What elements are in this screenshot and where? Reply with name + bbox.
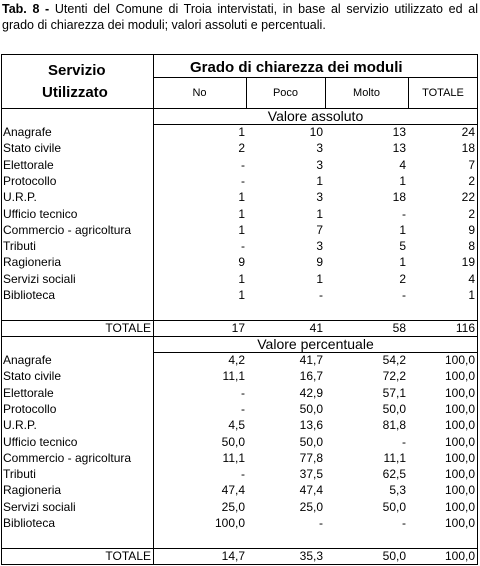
cell-value: 100,0 (444, 467, 475, 482)
row-label: Stato civile (3, 141, 62, 156)
cell-value: 18 (461, 141, 475, 156)
cell-value: 1 (399, 255, 406, 270)
cell-value: 62,5 (382, 467, 406, 482)
row-label: Anagrafe (3, 125, 52, 139)
cell-value: 1 (238, 206, 245, 221)
row-label: Ufficio tecnico (3, 206, 78, 221)
cell-value: - (402, 516, 406, 530)
row-label: Ragioneria (3, 255, 62, 270)
cell-value: 3 (316, 239, 323, 254)
row-label: Biblioteca (3, 288, 56, 302)
row-label: Ufficio tecnico (3, 434, 78, 449)
cell-value: 4 (399, 157, 406, 172)
cell-value: 7 (316, 222, 323, 237)
cell-value: 100,0 (444, 516, 475, 530)
cell-value: 9 (238, 255, 245, 270)
cell-value: - (241, 467, 245, 482)
cell-value: 100,0 (444, 434, 475, 449)
cell-value: 100,0 (444, 353, 475, 367)
cell-value: 50,0 (299, 434, 323, 449)
cell-value: 3 (316, 157, 323, 172)
total-value: 50,0 (382, 549, 406, 563)
cell-value: 47,4 (221, 483, 245, 498)
row-label: Tributi (3, 467, 36, 482)
cell-value: 25,0 (299, 499, 323, 514)
cell-value: 1 (316, 271, 323, 286)
cell-value: 100,0 (444, 450, 475, 465)
cell-value: 13 (392, 141, 406, 156)
cell-value: 18 (392, 190, 406, 205)
cell-value: 2 (468, 173, 475, 188)
cell-value: 50,0 (382, 499, 406, 514)
service-header-line1: Servizio (48, 62, 106, 79)
section-title: Valore assoluto (267, 108, 364, 124)
cell-value: 1 (238, 288, 245, 302)
column-header-no: No (192, 87, 207, 99)
column-header-molto: Molto (353, 87, 380, 99)
row-label: Ragioneria (3, 483, 62, 498)
row-label: Stato civile (3, 369, 62, 384)
cell-value: 1 (238, 222, 245, 237)
total-value: 41 (309, 321, 323, 335)
cell-value: 2 (468, 206, 475, 221)
row-label: Anagrafe (3, 353, 52, 367)
cell-value: 8 (468, 239, 475, 254)
total-value: 35,3 (299, 549, 323, 563)
cell-value: 41,7 (299, 353, 323, 367)
cell-value: 16,7 (299, 369, 323, 384)
cell-value: 2 (238, 141, 245, 156)
cell-value: 7 (468, 157, 475, 172)
total-value: 58 (392, 321, 406, 335)
cell-value: 10 (309, 125, 323, 139)
cell-value: 42,9 (299, 385, 323, 400)
cell-value: 3 (316, 190, 323, 205)
cell-value: 1 (468, 288, 475, 302)
cell-value: 1 (316, 206, 323, 221)
column-header-poco: Poco (272, 87, 299, 99)
cell-value: 2 (399, 271, 406, 286)
total-value: 14,7 (221, 549, 245, 563)
cell-value: 50,0 (382, 401, 406, 416)
cell-value: 50,0 (221, 434, 245, 449)
caption-text: Utenti del Comune di Troia intervistati, in base al servizio utilizzato ed al grado di chiarezza dei moduli; valori assoluti e percentuali. (2, 2, 478, 32)
cell-value: - (402, 434, 406, 449)
row-label: Servizi sociali (3, 499, 76, 514)
cell-value: 11,1 (222, 450, 245, 465)
cell-value: 81,8 (382, 418, 406, 433)
cell-value: 100,0 (214, 516, 245, 530)
cell-value: 11,1 (383, 450, 406, 465)
cell-value: - (319, 516, 323, 530)
row-label: U.R.P. (3, 190, 37, 205)
cell-value: 9 (468, 222, 475, 237)
cell-value: 72,2 (382, 369, 406, 384)
total-value: 100,0 (444, 549, 475, 563)
column-header-divider (246, 77, 247, 108)
cell-value: 77,8 (299, 450, 323, 465)
cell-value: 1 (316, 173, 323, 188)
group-header-title: Grado di chiarezza dei moduli (190, 59, 403, 76)
row-label: Servizi sociali (3, 271, 76, 286)
cell-value: 5 (399, 239, 406, 254)
cell-value: - (241, 385, 245, 400)
cell-value: 57,1 (382, 385, 406, 400)
cell-value: 1 (238, 190, 245, 205)
column-header-totale: TOTALE (422, 87, 464, 99)
cell-value: 50,0 (299, 401, 323, 416)
row-label: Commercio - agricoltura (3, 450, 132, 465)
cell-value: 1 (238, 271, 245, 286)
cell-value: 4,5 (228, 418, 245, 433)
cell-value: 22 (461, 190, 475, 205)
group-header-divider (153, 77, 478, 78)
cell-value: 1 (399, 173, 406, 188)
cell-value: - (241, 173, 245, 188)
cell-value: 1 (238, 125, 245, 139)
row-label: Elettorale (3, 385, 54, 400)
row-label: U.R.P. (3, 418, 37, 433)
cell-value: - (241, 157, 245, 172)
cell-value: 1 (399, 222, 406, 237)
cell-value: 4,2 (228, 353, 245, 367)
cell-value: 54,2 (382, 353, 406, 367)
cell-value: 100,0 (444, 418, 475, 433)
cell-value: 100,0 (444, 385, 475, 400)
row-label: Biblioteca (3, 516, 56, 530)
row-label: Tributi (3, 239, 36, 254)
service-header-line2: Utilizzato (42, 84, 108, 101)
service-column-divider (153, 54, 154, 565)
total-label: TOTALE (105, 549, 151, 563)
cell-value: - (402, 206, 406, 221)
cell-value: 100,0 (444, 483, 475, 498)
cell-value: 3 (316, 141, 323, 156)
cell-value: 25,0 (221, 499, 245, 514)
cell-value: 13 (392, 125, 406, 139)
cell-value: 47,4 (299, 483, 323, 498)
cell-value: 13,6 (299, 418, 323, 433)
caption-prefix: Tab. 8 - (2, 2, 50, 16)
total-label: TOTALE (105, 321, 151, 335)
cell-value: - (241, 239, 245, 254)
cell-value: - (402, 288, 406, 302)
total-value: 116 (455, 321, 475, 335)
row-label: Commercio - agricoltura (3, 222, 132, 237)
total-value: 17 (231, 321, 245, 335)
cell-value: 11,1 (222, 369, 245, 384)
cell-value: 9 (316, 255, 323, 270)
row-label: Elettorale (3, 157, 54, 172)
row-label: Protocollo (3, 401, 57, 416)
row-label: Protocollo (3, 173, 57, 188)
cell-value: 100,0 (444, 401, 475, 416)
cell-value: 4 (468, 271, 475, 286)
cell-value: 100,0 (444, 369, 475, 384)
cell-value: - (241, 401, 245, 416)
cell-value: 37,5 (299, 467, 323, 482)
column-header-divider (325, 77, 326, 108)
cell-value: 19 (461, 255, 475, 270)
column-header-divider (408, 77, 409, 108)
cell-value: 100,0 (444, 499, 475, 514)
cell-value: 24 (461, 125, 475, 139)
cell-value: 5,3 (389, 483, 406, 498)
table-caption (2, 1, 478, 33)
section-title: Valore percentuale (257, 336, 374, 352)
cell-value: - (319, 288, 323, 302)
